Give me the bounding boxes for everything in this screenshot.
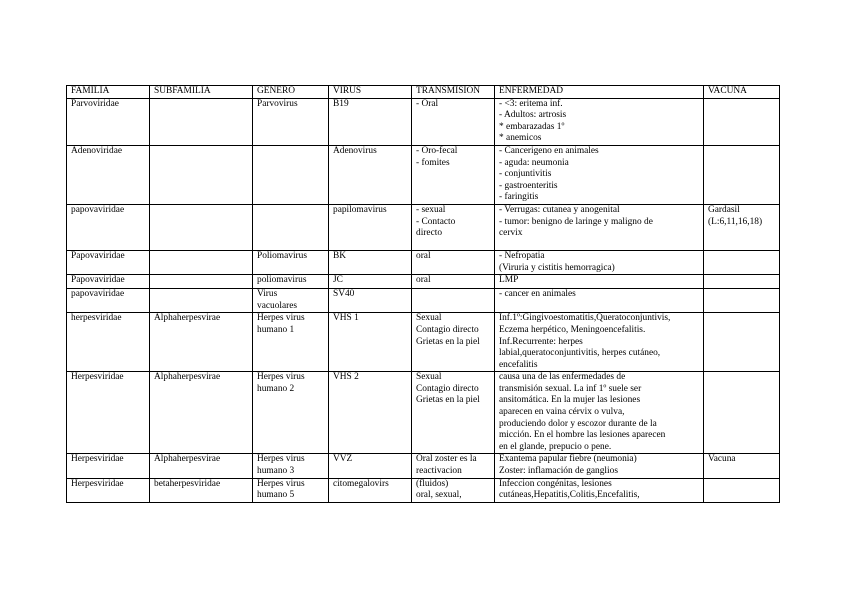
cell-enfermedad bbox=[495, 478, 704, 502]
cell-text: Herpesviridae bbox=[71, 372, 124, 383]
cell-familia bbox=[67, 275, 150, 289]
cell-vacuna bbox=[704, 289, 780, 313]
cell-line: Inf.1º:Gingivoestomatitis,Queratoconjuntivis, bbox=[499, 313, 671, 324]
cell-line: vacuolares bbox=[257, 300, 298, 311]
table-row bbox=[67, 289, 780, 313]
cell-line: - faringitis bbox=[499, 192, 539, 203]
cell-transmision bbox=[412, 478, 495, 502]
cell-transmision bbox=[412, 372, 495, 454]
cell-line: Grietas en la piel bbox=[416, 395, 480, 406]
cell-genero bbox=[253, 145, 329, 204]
table-row bbox=[67, 98, 780, 145]
cell-line: (Viruria y cistitis hemorragica) bbox=[499, 262, 615, 273]
cell-line: (fluidos) bbox=[416, 478, 449, 489]
cell-virus bbox=[329, 289, 412, 313]
cell-virus bbox=[329, 204, 412, 250]
table-row bbox=[67, 478, 780, 502]
cell-line: - Cancerigeno en animales bbox=[499, 145, 599, 156]
cell-line: VHS 2 bbox=[333, 372, 359, 383]
cell-genero bbox=[253, 250, 329, 274]
cell-line: Herpes virus bbox=[257, 478, 305, 489]
cell-subfamilia bbox=[150, 275, 253, 289]
table-row bbox=[67, 454, 780, 478]
cell-line: Infeccion congénitas, lesiones bbox=[499, 478, 612, 489]
cell-familia bbox=[67, 98, 150, 145]
header-vacuna: VACUNA bbox=[704, 86, 780, 99]
cell-line: Oral zoster es la bbox=[416, 454, 477, 465]
cell-transmision bbox=[412, 275, 495, 289]
cell-line: labial,queratoconjuntivitis, herpes cutáneo, bbox=[499, 348, 661, 359]
cell-line: produciendo dolor y escozor durante de la bbox=[499, 418, 657, 429]
cell-virus bbox=[329, 313, 412, 372]
cell-line: cutáneas,Hepatitis,Colitis,Encefalitis, bbox=[499, 490, 640, 501]
cell-line: - <3: eritema inf. bbox=[499, 98, 563, 109]
cell-line: - Adultos: artrosis bbox=[499, 110, 567, 121]
cell-line: Grietas en la piel bbox=[416, 336, 480, 347]
cell-virus bbox=[329, 98, 412, 145]
cell-line: * anemicos bbox=[499, 133, 542, 144]
cell-genero bbox=[253, 454, 329, 478]
cell-line: humano 2 bbox=[257, 383, 295, 394]
cell-text: herpesviridae bbox=[71, 313, 122, 324]
cell-familia bbox=[67, 204, 150, 250]
cell-line: cervix bbox=[499, 228, 523, 239]
cell-line: transmisión sexual. La inf 1º suele ser bbox=[499, 383, 642, 394]
cell-line: poliomavirus bbox=[257, 275, 307, 286]
cell-vacuna bbox=[704, 204, 780, 250]
cell-line: micción. En el hombre las lesiones aparecen bbox=[499, 430, 666, 441]
cell-line: VVZ bbox=[333, 454, 353, 465]
cell-line: - Contacto bbox=[416, 216, 456, 227]
cell-text: Adenoviridae bbox=[71, 145, 123, 156]
cell-vacuna bbox=[704, 275, 780, 289]
cell-line: BK bbox=[333, 250, 347, 261]
cell-line: - gastroenteritis bbox=[499, 180, 558, 191]
header-familia: FAMILIA bbox=[67, 86, 150, 99]
cell-transmision bbox=[412, 204, 495, 250]
cell-enfermedad bbox=[495, 289, 704, 313]
cell-line: humano 3 bbox=[257, 466, 295, 477]
cell-line: Sexual bbox=[416, 372, 442, 383]
table-row bbox=[67, 275, 780, 289]
cell-subfamilia bbox=[150, 454, 253, 478]
cell-line: aparecen en vaina cérvix o vulva, bbox=[499, 407, 625, 418]
cell-line: - fomites bbox=[416, 157, 450, 168]
cell-enfermedad bbox=[495, 98, 704, 145]
cell-subfamilia bbox=[150, 313, 253, 372]
cell-line: Inf.Recurrente: herpes bbox=[499, 336, 583, 347]
cell-vacuna bbox=[704, 313, 780, 372]
header-transmision: TRANSMISION bbox=[412, 86, 495, 99]
cell-transmision bbox=[412, 250, 495, 274]
cell-text: Papovaviridae bbox=[71, 250, 125, 261]
cell-line: VHS 1 bbox=[333, 313, 359, 324]
cell-line: humano 5 bbox=[257, 490, 295, 501]
cell-line: - Oral bbox=[416, 98, 439, 109]
cell-text: betaherpesviridae bbox=[154, 478, 221, 489]
cell-enfermedad bbox=[495, 250, 704, 274]
cell-line: - Verrugas: cutanea y anogenital bbox=[499, 204, 620, 215]
cell-familia bbox=[67, 313, 150, 372]
cell-line: Adenovirus bbox=[333, 145, 377, 156]
cell-line: Exantema papular fiebre (neumonia) bbox=[499, 454, 637, 465]
cell-transmision bbox=[412, 313, 495, 372]
cell-transmision bbox=[412, 145, 495, 204]
cell-line: - cancer en animales bbox=[499, 289, 576, 300]
cell-subfamilia bbox=[150, 250, 253, 274]
cell-enfermedad bbox=[495, 454, 704, 478]
cell-subfamilia bbox=[150, 98, 253, 145]
cell-line: JC bbox=[333, 275, 343, 286]
cell-genero bbox=[253, 313, 329, 372]
cell-subfamilia bbox=[150, 145, 253, 204]
table-row bbox=[67, 250, 780, 274]
cell-line: reactivacion bbox=[416, 466, 462, 477]
cell-line: oral, sexual, bbox=[416, 490, 462, 501]
cell-text: papovaviridae bbox=[71, 204, 125, 215]
cell-vacuna bbox=[704, 98, 780, 145]
virus-table bbox=[66, 85, 780, 503]
cell-vacuna bbox=[704, 478, 780, 502]
cell-text: Alphaherpesvirae bbox=[154, 313, 221, 324]
cell-genero bbox=[253, 478, 329, 502]
table-row bbox=[67, 145, 780, 204]
cell-line: Sexual bbox=[416, 313, 442, 324]
cell-virus bbox=[329, 145, 412, 204]
cell-virus bbox=[329, 250, 412, 274]
cell-line: - Oro-fecal bbox=[416, 145, 458, 156]
cell-line: Herpes virus bbox=[257, 372, 305, 383]
table-row bbox=[67, 372, 780, 454]
cell-virus bbox=[329, 454, 412, 478]
cell-line: humano 1 bbox=[257, 324, 295, 335]
cell-line: - sexual bbox=[416, 204, 446, 215]
cell-subfamilia bbox=[150, 478, 253, 502]
table-row bbox=[67, 313, 780, 372]
cell-text: Alphaherpesvirae bbox=[154, 372, 221, 383]
cell-line: SV40 bbox=[333, 289, 355, 300]
header-enfermedad: ENFERMEDAD bbox=[495, 86, 704, 99]
cell-line: Herpes virus bbox=[257, 454, 305, 465]
cell-line: Parvovirus bbox=[257, 98, 298, 109]
cell-subfamilia bbox=[150, 372, 253, 454]
cell-text: Alphaherpesvirae bbox=[154, 454, 221, 465]
cell-line: Virus bbox=[257, 289, 278, 300]
cell-line: encefalitis bbox=[499, 359, 538, 370]
table-row bbox=[67, 204, 780, 250]
cell-genero bbox=[253, 204, 329, 250]
cell-line: - conjuntivitis bbox=[499, 169, 552, 180]
cell-line: Poliomavirus bbox=[257, 250, 308, 261]
cell-line: Contagio directo bbox=[416, 324, 479, 335]
cell-line: LMP bbox=[499, 275, 519, 286]
header-virus: VIRUS bbox=[329, 86, 412, 99]
header-row bbox=[67, 86, 780, 99]
cell-transmision bbox=[412, 289, 495, 313]
cell-text: papovaviridae bbox=[71, 289, 125, 300]
cell-familia bbox=[67, 372, 150, 454]
cell-genero bbox=[253, 98, 329, 145]
cell-vacuna bbox=[704, 250, 780, 274]
cell-line: oral bbox=[416, 250, 431, 261]
cell-line: B19 bbox=[333, 98, 349, 109]
cell-familia bbox=[67, 478, 150, 502]
cell-line: - aguda: neumonia bbox=[499, 157, 569, 168]
cell-line: Contagio directo bbox=[416, 383, 479, 394]
cell-vacuna bbox=[704, 145, 780, 204]
cell-familia bbox=[67, 289, 150, 313]
cell-subfamilia bbox=[150, 204, 253, 250]
cell-enfermedad bbox=[495, 204, 704, 250]
cell-transmision bbox=[412, 98, 495, 145]
cell-genero bbox=[253, 275, 329, 289]
header-subfamilia: SUBFAMILIA bbox=[150, 86, 253, 99]
cell-line: (L:6,11,16,18) bbox=[708, 216, 763, 227]
cell-line: - Nefropatia bbox=[499, 250, 545, 261]
cell-line: Herpes virus bbox=[257, 313, 305, 324]
cell-line: causa una de las enfermedades de bbox=[499, 372, 626, 383]
cell-line: citomegalovirs bbox=[333, 478, 389, 489]
cell-line: directo bbox=[416, 228, 443, 239]
cell-line: Vacuna bbox=[708, 454, 736, 465]
cell-virus bbox=[329, 275, 412, 289]
cell-enfermedad bbox=[495, 313, 704, 372]
cell-subfamilia bbox=[150, 289, 253, 313]
cell-vacuna bbox=[704, 372, 780, 454]
cell-line: oral bbox=[416, 275, 431, 286]
cell-line: - tumor: benigno de laringe y maligno de bbox=[499, 216, 653, 227]
cell-vacuna bbox=[704, 454, 780, 478]
cell-familia bbox=[67, 454, 150, 478]
cell-text: Papovaviridae bbox=[71, 275, 125, 286]
cell-text: Parvoviridae bbox=[71, 98, 119, 109]
cell-line: Gardasil bbox=[708, 204, 740, 215]
cell-text: Herpesviridae bbox=[71, 478, 124, 489]
cell-text: Herpesviridae bbox=[71, 454, 124, 465]
cell-transmision bbox=[412, 454, 495, 478]
cell-line: ansitomática. En la mujer las lesiones bbox=[499, 395, 641, 406]
cell-line: en el glande, prepucio o pene. bbox=[499, 441, 612, 452]
cell-line: Eczema herpético, Meningoencefalitis. bbox=[499, 324, 646, 335]
cell-enfermedad bbox=[495, 372, 704, 454]
cell-familia bbox=[67, 145, 150, 204]
cell-line: * embarazadas 1º bbox=[499, 121, 565, 132]
cell-genero bbox=[253, 372, 329, 454]
header-genero: GENERO bbox=[253, 86, 329, 99]
cell-line: Zoster: inflamación de ganglios bbox=[499, 466, 618, 477]
cell-enfermedad bbox=[495, 145, 704, 204]
cell-virus bbox=[329, 372, 412, 454]
cell-virus bbox=[329, 478, 412, 502]
cell-genero bbox=[253, 289, 329, 313]
cell-enfermedad bbox=[495, 275, 704, 289]
cell-line: papilomavirus bbox=[333, 204, 387, 215]
cell-familia bbox=[67, 250, 150, 274]
